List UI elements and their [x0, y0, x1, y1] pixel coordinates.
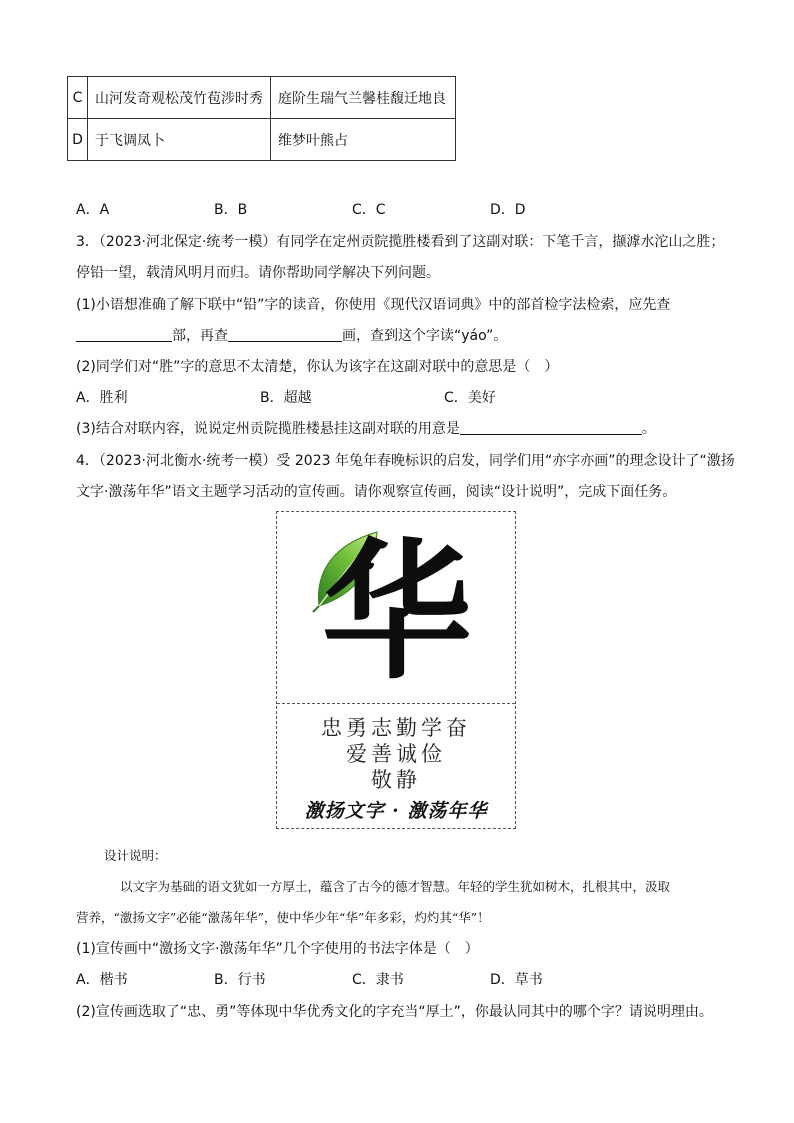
right-couplet: 庭阶生瑞气兰馨桂馥迁地良: [271, 77, 456, 119]
q3-sub3: [76, 418, 656, 438]
table-row: [68, 119, 456, 161]
q3-sub1-mid1: 部，再查: [172, 328, 228, 344]
row-letter: D: [68, 119, 88, 161]
q3-sub2: (2)同学们对“胜”字的意思不太清楚，你认为该字在这副对联中的意思是（ ）: [76, 359, 559, 375]
option-d[interactable]: D．草书: [490, 972, 543, 988]
promo-poster: [276, 511, 516, 829]
option-b[interactable]: B．超越: [260, 390, 312, 406]
q3-sub3-text: (3)结合对联内容，说说定州贡院揽胜楼悬挂这副对联的用意是: [76, 421, 460, 437]
option-b[interactable]: B．B: [214, 202, 248, 218]
virtue-line: 忠勇志勤学奋: [321, 716, 471, 740]
design-line: 营养，“激扬文字”必能“激荡年华”，使中华少年“华”年多彩，灼灼其“华”！: [76, 910, 490, 925]
poster-slogan: 激扬文字 · 激荡年华: [304, 800, 488, 822]
q4-sub1: (1)宣传画中“激扬文字·激荡年华”几个字使用的书法字体是（ ）: [76, 941, 479, 957]
poster-divider: [277, 703, 515, 704]
left-couplet: 于飞调凤卜: [88, 119, 271, 161]
design-title: 设计说明：: [104, 848, 167, 863]
answer-blank[interactable]: [460, 420, 642, 435]
q4-stem-line1: 4．（2023·河北衡水·统考一模）受 2023 年兔年春晚标识的启发，同学们用“亦字亦画”的理念设计了“激扬: [76, 453, 735, 469]
right-couplet: 维梦叶熊占: [271, 119, 456, 161]
q4-stem-line2: 文字·激荡年华”语文主题学习活动的宣传画。请你观察宣传画，阅读“设计说明”，完成下面任务。: [76, 484, 677, 500]
design-line: 以文字为基础的语文犹如一方厚土，蕴含了古今的德才智慧。年轻的学生犹如树木，扎根其中，汲取: [120, 879, 671, 894]
big-character: 华: [321, 524, 472, 700]
table-row: [68, 77, 456, 119]
q3-stem-line1: 3．（2023·河北保定·统考一模）有同学在定州贡院揽胜楼看到了这副对联：下笔千言，撷滹水沱山之胜；: [76, 234, 725, 250]
option-a[interactable]: A．A: [76, 202, 110, 218]
option-d[interactable]: D．D: [490, 202, 526, 218]
option-a[interactable]: A．胜利: [76, 390, 128, 406]
row-letter: C: [68, 77, 88, 119]
q4-sub2: (2)宣传画选取了“忠、勇”等体现中华优秀文化的字充当“厚土”，你最认同其中的哪个字？请说明理由。: [76, 1004, 713, 1020]
q3-sub1-mid2: 画，查到这个字读“yáo”。: [342, 328, 508, 344]
answer-blank[interactable]: [228, 327, 342, 342]
option-a[interactable]: A．楷书: [76, 972, 128, 988]
q3-sub3-end: 。: [641, 421, 656, 437]
option-b[interactable]: B．行书: [214, 972, 266, 988]
left-couplet: 山河发奇观松茂竹苞涉时秀: [88, 77, 271, 119]
options-table: [67, 76, 456, 161]
virtue-line: 爱善诚俭: [346, 742, 446, 766]
answer-blank[interactable]: [76, 327, 172, 342]
option-c[interactable]: C．C: [352, 202, 386, 218]
q3-sub1-line1: (1)小语想准确了解下联中“铅”字的读音，你使用《现代汉语词典》中的部首检字法检索，应先查: [76, 297, 671, 313]
option-c[interactable]: C．美好: [444, 390, 496, 406]
virtue-line: 敬静: [371, 768, 421, 792]
q3-stem-line2: 停铅一望，载清风明月而归。请你帮助同学解决下列问题。: [76, 265, 440, 281]
q3-sub1-line2: [76, 325, 507, 345]
option-c[interactable]: C．隶书: [352, 972, 404, 988]
